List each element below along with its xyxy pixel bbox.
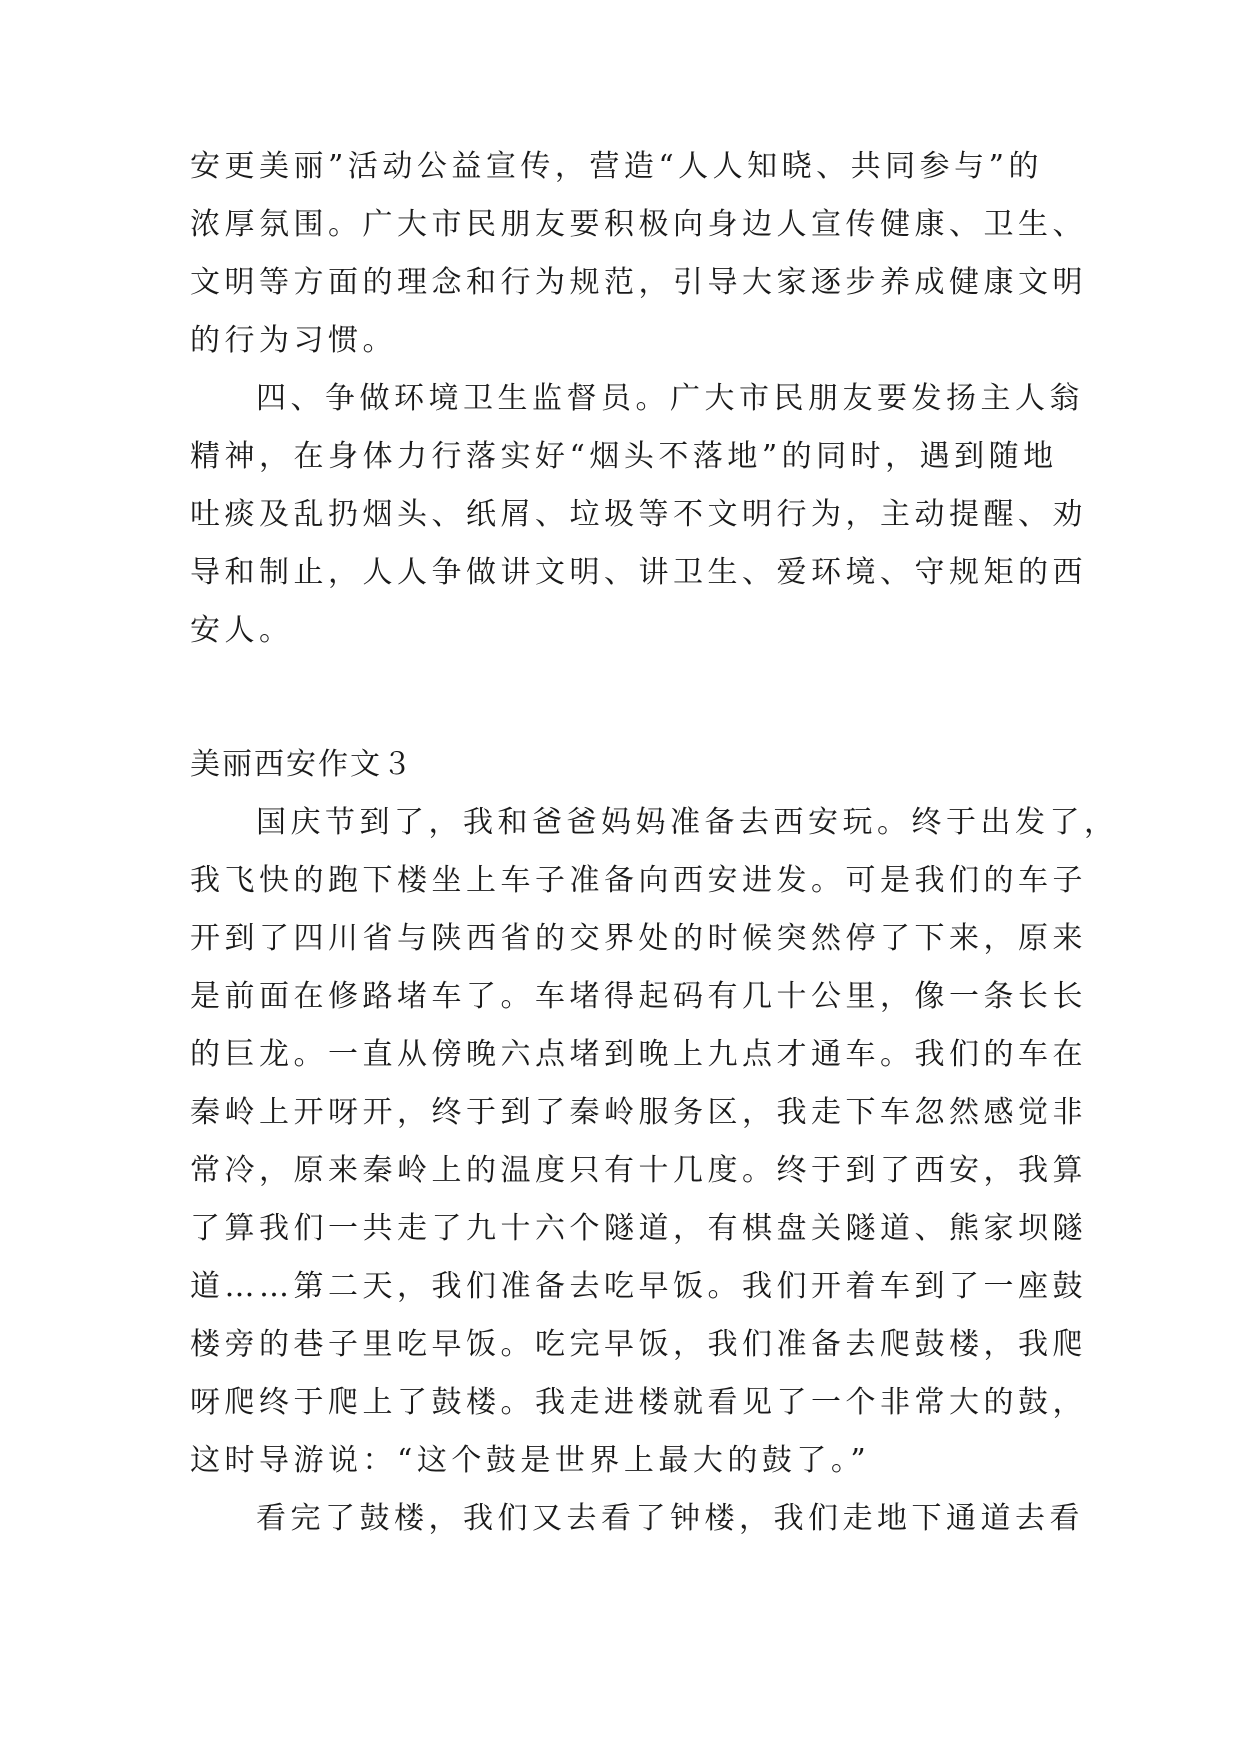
- text-line: 呀爬终于爬上了鼓楼。我走进楼就看见了一个非常大的鼓，: [190, 1385, 1087, 1420]
- text-line: 吐痰及乱扔烟头、纸屑、垃圾等不文明行为，主动提醒、劝: [190, 497, 1087, 532]
- text-line: 导和制止，人人争做讲文明、讲卫生、爱环境、守规矩的西: [190, 555, 1087, 590]
- text-line: 文明等方面的理念和行为规范，引导大家逐步养成健康文明: [190, 265, 1087, 300]
- text-line: 安更美丽”活动公益宣传，营造“人人知晓、共同参与”的: [190, 149, 1044, 184]
- text-line: 常冷，原来秦岭上的温度只有十几度。终于到了西安，我算: [190, 1153, 1087, 1188]
- text-line: 秦岭上开呀开，终于到了秦岭服务区，我走下车忽然感觉非: [190, 1095, 1087, 1130]
- text-line: 楼旁的巷子里吃早饭。吃完早饭，我们准备去爬鼓楼，我爬: [190, 1327, 1087, 1362]
- text-line: 的行为习惯。: [190, 323, 397, 358]
- text-line: 的巨龙。一直从傍晚六点堵到晚上九点才通车。我们的车在: [190, 1037, 1087, 1072]
- text-line: 这时导游说：“这个鼓是世界上最大的鼓了。”: [190, 1443, 871, 1478]
- text-line: 道……第二天，我们准备去吃早饭。我们开着车到了一座鼓: [190, 1269, 1087, 1304]
- text-line: 安人。: [190, 613, 294, 648]
- text-line: 是前面在修路堵车了。车堵得起码有几十公里，像一条长长: [190, 979, 1087, 1014]
- text-line: 开到了四川省与陕西省的交界处的时候突然停了下来，原来: [190, 921, 1087, 956]
- paragraph-block-upper: [190, 138, 1087, 660]
- paragraph-block-lower: [190, 794, 1119, 1548]
- text-line: 看完了鼓楼，我们又去看了钟楼，我们走地下通道去看: [256, 1501, 1084, 1536]
- text-line: 四、争做环境卫生监督员。广大市民朋友要发扬主人翁: [256, 381, 1084, 416]
- text-line: 了算我们一共走了九十六个隧道，有棋盘关隧道、熊家坝隧: [190, 1211, 1087, 1246]
- text-line: 我飞快的跑下楼坐上车子准备向西安进发。可是我们的车子: [190, 863, 1087, 898]
- text-line: 精神，在身体力行落实好“烟头不落地”的同时，遇到随地: [190, 439, 1058, 474]
- text-line: 国庆节到了，我和爸爸妈妈准备去西安玩。终于出发了，: [256, 805, 1119, 840]
- text-line: 浓厚氛围。广大市民朋友要积极向身边人宣传健康、卫生、: [190, 207, 1087, 242]
- essay-heading: 美丽西安作文３: [190, 747, 414, 782]
